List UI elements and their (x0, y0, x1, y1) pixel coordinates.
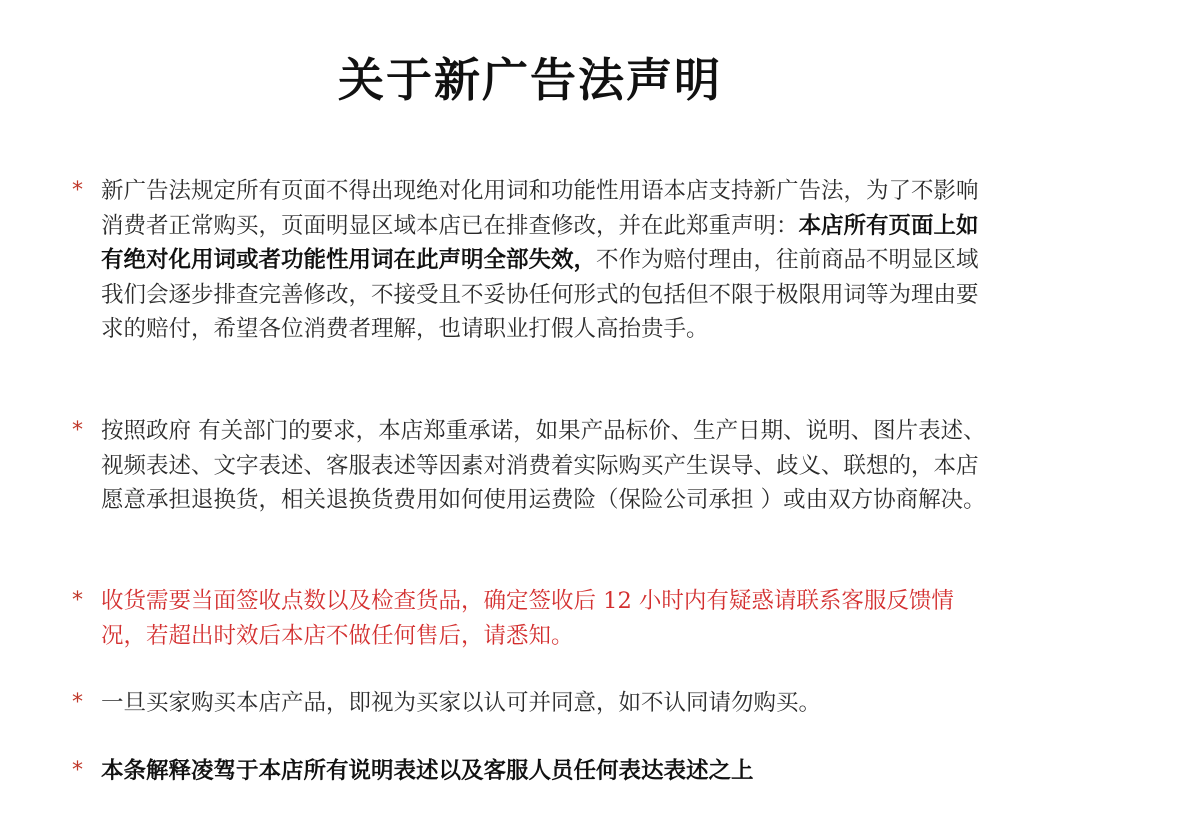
notice-item-interpretation (72, 754, 987, 789)
notice-item-return-policy (72, 414, 987, 518)
notice-item-text: 一旦买家购买本店产品，即视为买家以认可并同意，如不认同请勿购买。 (101, 690, 822, 716)
notice-item-text: 按照政府 有关部门的要求，本店郑重承诺，如果产品标价、生产日期、说明、图片表述、视频表述、文字表述、客服表述等因素对消费着实际购买产生误导、歧义、联想的，本店愿意承担退换货，相关退换货费用如何使用运费险（保险公司承担 ）或由双方协商解决。 (101, 418, 986, 513)
notice-item-text-bold: 本店所有页面上如有绝对化用词或者功能性用词在此声明全部失效， (101, 212, 979, 273)
notice-item-text-rest: 不作为赔付理由，往前商品不明显区域我们会逐步排查完善修改，不接受且不妥协任何形式的包括但不限于极限用词等为理由要求的赔付，希望各位消费者理解，也请职业打假人高抬贵手。 (101, 247, 979, 342)
page-title: 关于新广告法声明 (338, 53, 722, 107)
bullet-asterisk-icon: * (72, 418, 83, 443)
notice-item-text (101, 174, 987, 347)
notice-item-purchase-consent (72, 686, 987, 721)
bullet-asterisk-icon: * (72, 758, 83, 783)
notice-item-text: 本条解释凌驾于本店所有说明表述以及客服人员任何表达表述之上 (101, 758, 754, 784)
notice-item-receipt-check (72, 584, 987, 653)
notice-item-text: 收货需要当面签收点数以及检查货品，确定签收后 12 小时内有疑惑请联系客服反馈情况，若超出时效后本店不做任何售后，请悉知。 (101, 588, 954, 649)
bullet-asterisk-icon: * (72, 178, 83, 203)
bullet-asterisk-icon: * (72, 690, 83, 715)
bullet-asterisk-icon: * (72, 588, 83, 613)
notice-item-ad-law (72, 174, 987, 347)
notice-item-text-intro: 新广告法规定所有页面不得出现绝对化用词和功能性用语本店支持新广告法，为了不影响消费者正常购买，页面明显区域本店已在排查修改，并在此郑重声明： (101, 178, 979, 239)
